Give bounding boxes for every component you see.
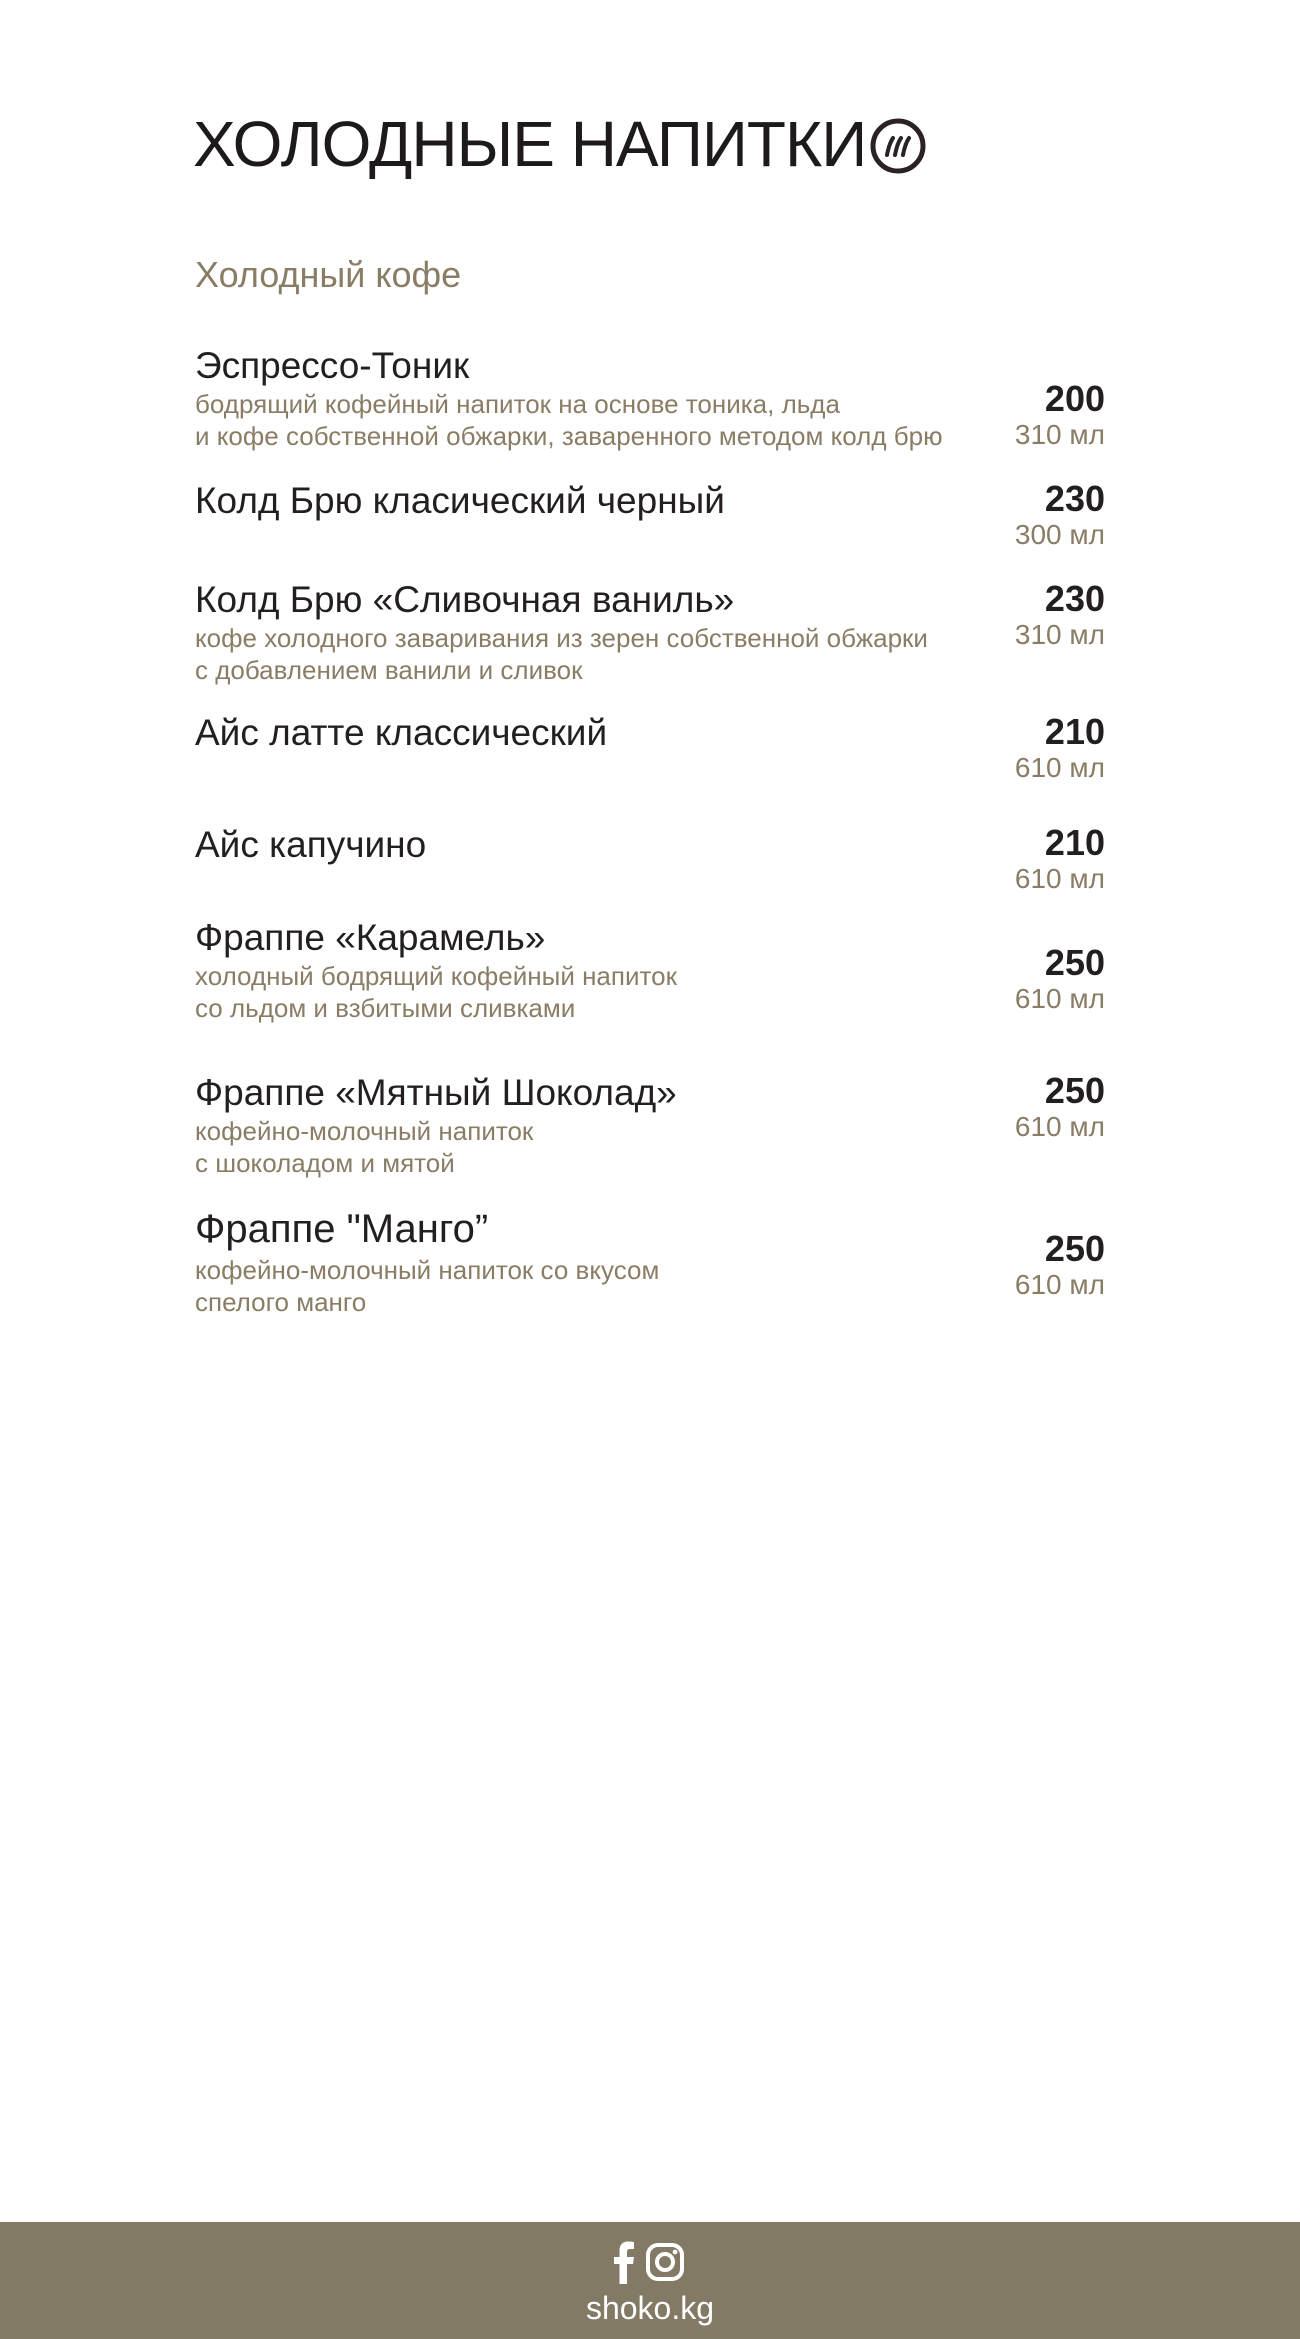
- item-volume: 610 мл: [1014, 752, 1105, 783]
- item-price: 230: [1044, 578, 1105, 619]
- price-block: [1015, 580, 1105, 652]
- menu-item: [195, 344, 1105, 452]
- item-description: кофейно-молочный напиток со вкусом: [195, 1255, 660, 1285]
- item-volume: 610 мл: [1014, 1269, 1105, 1300]
- menu-item: [195, 823, 1105, 867]
- item-price: 250: [1044, 1070, 1105, 1111]
- price-block: [1015, 713, 1105, 785]
- item-description: спелого манго: [195, 1287, 367, 1317]
- item-description: с добавлением ванили и сливок: [195, 655, 583, 685]
- item-price: 250: [1044, 942, 1105, 983]
- item-name: Фраппе «Мятный Шоколад»: [195, 1072, 677, 1113]
- item-name: Эспрессо-Тоник: [195, 345, 470, 386]
- shoko-logo-icon: [870, 118, 926, 174]
- item-volume: 610 мл: [1014, 863, 1105, 894]
- price-block: [1015, 824, 1105, 896]
- price-block: [1015, 480, 1105, 552]
- social-icons: [613, 2240, 685, 2284]
- price-block: [1015, 380, 1105, 452]
- item-description: холодный бодрящий кофейный напиток: [195, 961, 677, 991]
- website-link[interactable]: shoko.kg: [585, 2290, 715, 2326]
- price-block: [1015, 1072, 1105, 1144]
- item-name: Колд Брю «Сливочная ваниль»: [195, 579, 735, 620]
- footer-bar: [0, 2222, 1300, 2339]
- item-name: Айс латте классический: [195, 712, 608, 753]
- menu-item: [195, 578, 1105, 686]
- item-volume: 300 мл: [1014, 519, 1105, 550]
- item-description: с шоколадом и мятой: [195, 1148, 455, 1178]
- item-name: Колд Брю класический черный: [195, 480, 725, 521]
- facebook-icon[interactable]: [613, 2240, 635, 2284]
- price-block: [1015, 1230, 1105, 1302]
- instagram-icon[interactable]: [645, 2242, 685, 2282]
- item-description: и кофе собственной обжарки, заваренного методом колд брю: [195, 421, 943, 451]
- item-name: Айс капучино: [195, 824, 427, 865]
- menu-item: [195, 479, 1105, 523]
- item-volume: 310 мл: [1014, 619, 1105, 650]
- item-description: со льдом и взбитыми сливками: [195, 993, 576, 1023]
- item-volume: 610 мл: [1014, 1111, 1105, 1142]
- item-price: 210: [1044, 711, 1105, 752]
- item-name: Фраппе "Манго”: [195, 1207, 489, 1251]
- menu-item: [195, 916, 1105, 1024]
- item-price: 200: [1044, 378, 1105, 419]
- menu-item: [195, 711, 1105, 755]
- menu-item: [195, 1204, 1105, 1318]
- page-title: ХОЛОДНЫЕ НАПИТКИ: [193, 108, 867, 180]
- item-price: 250: [1044, 1228, 1105, 1269]
- item-price: 210: [1044, 822, 1105, 863]
- item-name: Фраппе «Карамель»: [195, 917, 546, 958]
- price-block: [1015, 944, 1105, 1016]
- item-volume: 610 мл: [1014, 983, 1105, 1014]
- menu-item: [195, 1071, 1105, 1179]
- section-title: Холодный кофе: [195, 254, 462, 295]
- item-description: кофе холодного заваривания из зерен собственной обжарки: [195, 623, 928, 653]
- item-description: бодрящий кофейный напиток на основе тоника, льда: [195, 389, 840, 419]
- item-description: кофейно-молочный напиток: [195, 1116, 534, 1146]
- item-price: 230: [1044, 478, 1105, 519]
- item-volume: 310 мл: [1014, 419, 1105, 450]
